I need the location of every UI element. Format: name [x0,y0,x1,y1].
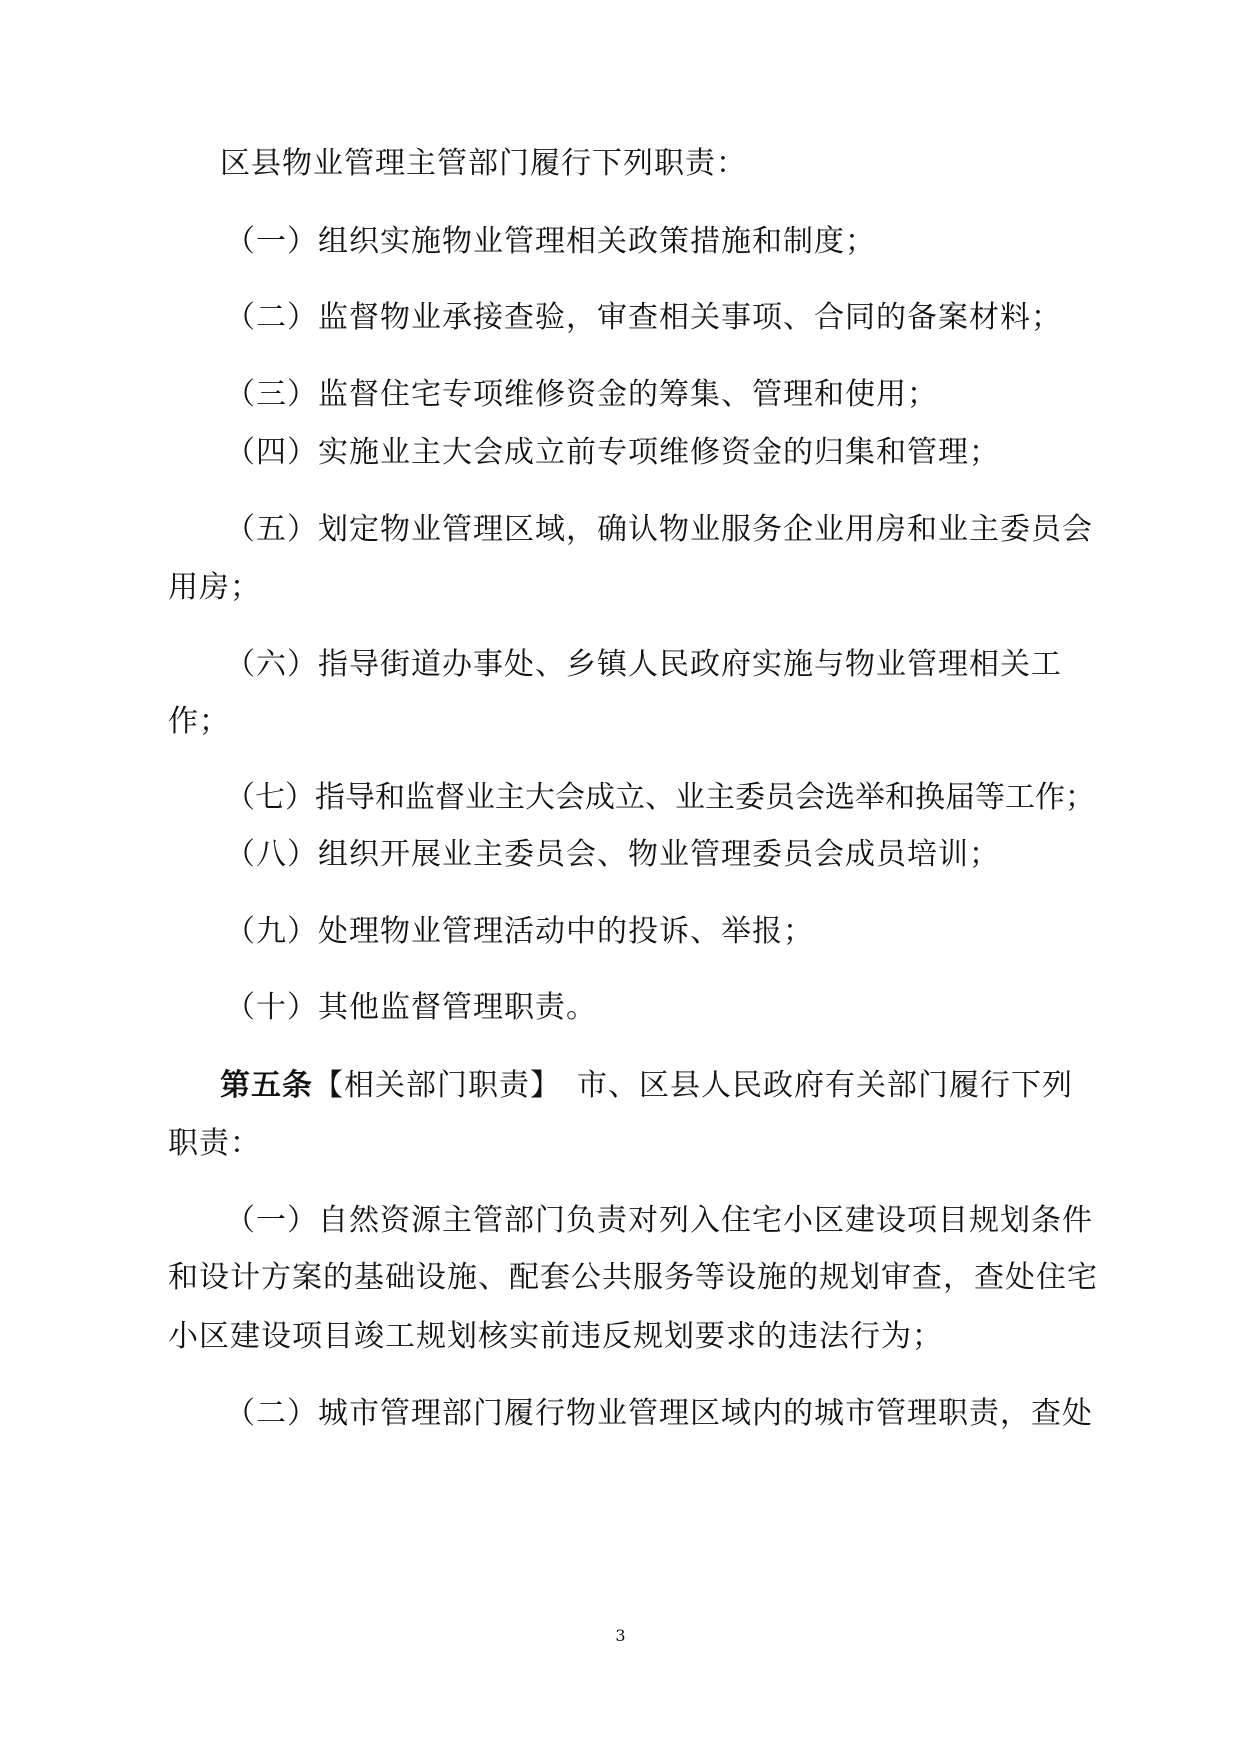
article-5-continuation: 职责： [168,1126,261,1161]
list-item-5: （五）划定物业管理区域，确认物业服务企业用房和业主委员会 [225,512,1093,547]
list-item-6: （六）指导街道办事处、乡镇人民政府实施与物业管理相关工 [225,647,1062,682]
list-item-7: （七）指导和监督业主大会成立、业主委员会选举和换届等工作； [225,780,1095,815]
article-number: 第五条 [220,1068,313,1103]
article-heading: 【相关部门职责】 [313,1068,546,1103]
list-item-8: （八）组织开展业主委员会、物业管理委员会成员培训； [225,837,1000,872]
list-item-6-continuation: 作； [168,704,230,739]
article-text: 市、区县人民政府有关部门履行下列 [546,1068,1073,1103]
list-item-4: （四）实施业主大会成立前专项维修资金的归集和管理； [225,435,1000,470]
list-item-9: （九）处理物业管理活动中的投诉、举报； [225,914,814,949]
page-number: 3 [615,1626,626,1645]
dept-item-1-line-2: 和设计方案的基础设施、配套公共服务等设施的规划审查，查处住宅 [168,1260,1098,1295]
list-item-2: （二）监督物业承接查验，审查相关事项、合同的备案材料； [225,300,1062,335]
article-5-line [220,1066,1073,1106]
dept-item-2: （二）城市管理部门履行物业管理区域内的城市管理职责，查处 [225,1396,1093,1431]
list-item-5-continuation: 用房； [168,570,261,605]
dept-item-1: （一）自然资源主管部门负责对列入住宅小区建设项目规划条件 [225,1203,1093,1238]
paragraph-intro: 区县物业管理主管部门履行下列职责： [220,146,747,181]
list-item-3: （三）监督住宅专项维修资金的筹集、管理和使用； [225,377,938,412]
list-item-10: （十）其他监督管理职责。 [225,990,597,1025]
dept-item-1-line-3: 小区建设项目竣工规划核实前违反规划要求的违法行为； [168,1319,943,1354]
list-item-1: （一）组织实施物业管理相关政策措施和制度； [225,224,876,259]
